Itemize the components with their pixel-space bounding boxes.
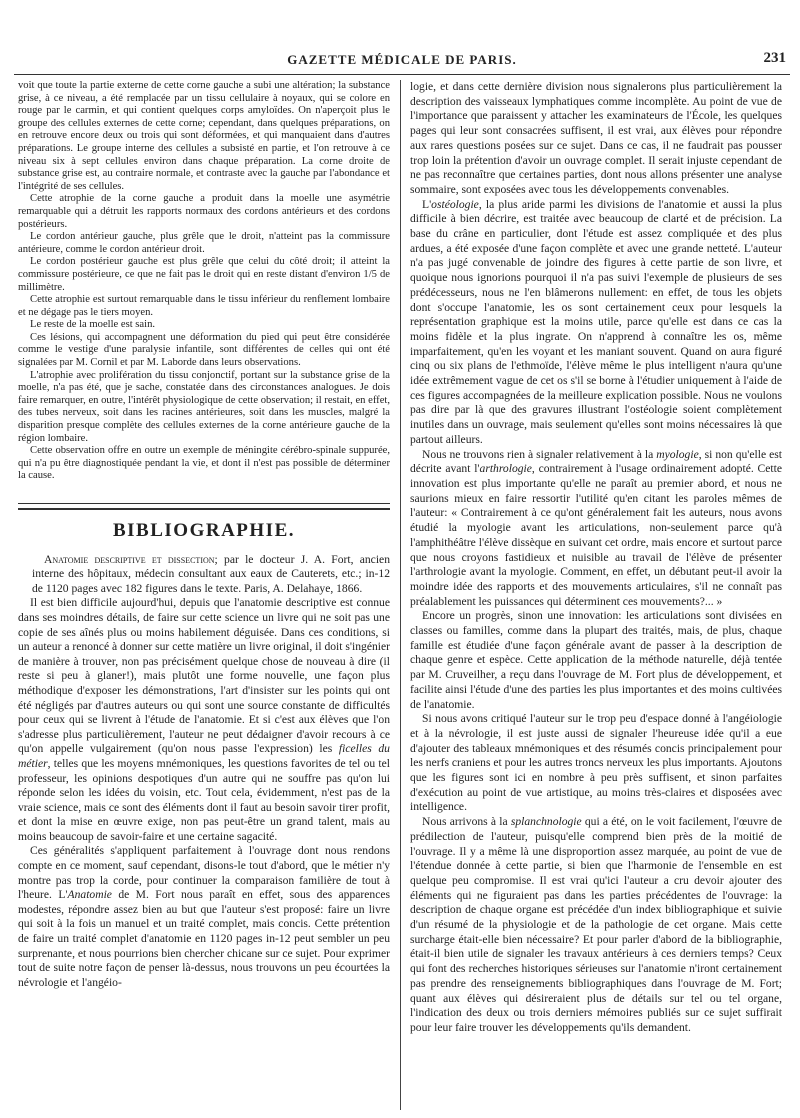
observation-paragraph: Ces lésions, qui accompagnent une déformation du pied qui peut être considérée comme le vestige d'une paralysie infantile, sont différentes de celles qui ont été signalées par M. Cornil et par M. Laborde dans leurs observations. — [18, 331, 390, 369]
review-paragraph — [410, 198, 782, 448]
left-column — [18, 80, 390, 990]
right-column — [410, 80, 782, 1036]
review-text: Ces généralités s'appliquent parfaitement à l'ouvrage dont nous rendons compte en ce moment, sauf cependant, disons-le tout d'abord, que le métier n'y montre pas trop la corde, pour continuer la comparaison familière de tout à l'heure. L' — [18, 844, 390, 902]
review-emphasis: arthrologie — [479, 462, 532, 476]
review-emphasis: ficelles du métier — [18, 742, 390, 770]
page-number: 231 — [763, 50, 786, 66]
review-text: L' — [422, 197, 432, 211]
review-paragraph — [410, 448, 782, 610]
page-header — [14, 44, 790, 75]
review-paragraph — [18, 844, 390, 990]
review-paragraph: Encore un progrès, sinon une innovation: les articulations sont divisées en classes ou familles, comme dans la plupart des traités, mais, de plus, chaque famille est étudiée d'une façon générale avant de passer à la description de chaque genre et espèce. Cette application de la méthode naturelle, déjà tentée par M. Cruveilher, a reçu dans l'ouvrage de M. Fort plus de développement, et facilite ainsi l'étude d'une des parties les plus importantes et des moins cultivées de l'anatomie. — [410, 609, 782, 711]
journal-title: GAZETTE MÉDICALE DE PARIS. — [287, 52, 517, 67]
observation-paragraph: voit que toute la partie externe de cette corne gauche a subi une altération; la substance grise, à ce niveau, a été remplacée par un tissu cellulaire à noyaux, qui se colore en rouge par le carmin, et qui contient quelques corps amyloïdes. On n'aperçoit plus le groupe des cellules externes de cette corne; cependant, dans quelques préparations, on en retrouve encore deux ou trois qui sont déformées, et qui manquaient dans d'autres préparations. Le groupe interne des cellules a subsisté en partie, et l'on retrouve à ce niveau six à sept cellules environ dans chaque préparation. La corne droite de substance grise est, au contraire normale, et contraste avec la gauche par l'abondance et l'intégrité de ses cellules. — [18, 80, 390, 192]
review-text: Il est bien difficile aujourd'hui, depuis que l'anatomie descriptive est connue dans ses moindres détails, de faire sur cette science un livre qui ne soit pas une copie de ses aînés plus ou moins habilement déguisée. Dans ces conditions, si un auteur a renoncé à donner sur cette matière un livre original, il doit s'ingénier de manière à trouver, non pas précisément quelque chose de nouveau à dire (il reste si peu à glaner!), mais plutôt une forme nouvelle, une façon plus méthodique d'exposer les démonstrations, l'art d'insister sur les points qui ont été négligés par d'autres auteurs ou qui sont une source constante de difficultés pour ceux qui se livrent à l'étude de l'anatomie. Et si c'est aux élèves que l'on s'adresse plus particulièrement, l'auteur ne peut dédaigner d'avoir recours à ce qu'on appelle vulgairement (qu'on nous passe l'expression) les — [18, 596, 390, 756]
review-text: de M. Fort nous paraît en effet, sous des apparences modestes, répondre assez bien au but que l'auteur s'est proposé: faire un livre qui soit à la fois un manuel et un traité complet, mais concis. Cette prétention de faire un traité complet d'anatomie en 1120 pages in-12 peut sembler un peu surprenante, et nous pourrions bien chercher chicane sur ce sujet. Pour exprimer tout de suite notre façon de penser là-dessus, nous trouvons un peu écourtées la névrologie et l'angéio- — [18, 888, 390, 989]
observation-paragraph: Cette atrophie est surtout remarquable dans le tissu inférieur du renflement lombaire et ne dégage pas le tiers moyen. — [18, 294, 390, 318]
book-details: par le docteur J. A. Fort, ancien interne des hôpitaux, médecin consultant aux eaux de Cauterets, etc.; in-12 de 1120 pages avec 182 figures dans le texte. Paris, A. Delahaye, 1866. — [32, 552, 390, 595]
column-divider — [400, 80, 401, 1110]
review-paragraph: logie, et dans cette dernière division nous signalerons plus particulièrement la description des vaisseaux lymphatiques comme incomplète. Au point de vue de l'importance que paraissent y attacher les examinateurs de l'École, les quelques pages qui leur sont consacrées suffisent, il est vrai, aux élèves pour répondre aux rares questions posées sur ce sujet. Dans ce cas, il ne faudrait pas pousser trop loin la prétention d'avoir un ouvrage complet. Il serait injuste cependant de ne pas reconnaître que certaines parties, dont nous allons présenter une analyse sommaire, sont exposées avec tous les développements convenables. — [410, 80, 782, 196]
review-paragraph — [18, 596, 390, 844]
review-emphasis: splanchnologie — [510, 815, 582, 829]
observation-paragraph: L'atrophie avec prolifération du tissu conjonctif, portant sur la substance grise de la moelle, n'a pas été, que je sache, constatée dans des circonstances analogues. Je dois faire remarquer, en outre, l'intérêt physiologique de cette observation; il restait, en effet, des tubes nerveux, soit dans les racines antérieures, soit dans les muscles, malgré la disparition presque complète des cellules externes de la corne antérieure gauche de la région lombaire. — [18, 369, 390, 444]
review-text: qui a été, on le voit facilement, l'œuvre de prédilection de l'auteur, puisqu'elle comprend bien près de la moitié de l'ouvrage. Il y a même là une disproportion assez marquée, au point de vue de l'étendue donnée à cette partie, si bien que l'harmonie de l'ensemble en est quelque peu compromise. Il est vrai qu'ici l'auteur a cru devoir ajouter des éléments qui ne figuraient pas dans les parties précédentes de l'ouvrage: la description de chaque organe est précédée d'un index bibliographique et suivie d'un résumé de la physiologie et de la pathologie de cet organe. Mais cette surcharge était-elle bien nécessaire? Et pour parler d'abord de la bibliographie, était-il bien utile de signaler les travaux antérieurs à ces derniers temps? Ceux qui font des recherches historiques sérieuses sur l'anatomie n'iront certainement pas prendre des renseignements bibliographiques dans l'ouvrage de M. Fort; quant aux élèves qui désireraient plus de détails sur tel ou tel organe, l'indication des deux ou trois derniers mémoires publiés sur ce sujet suffirait pour leur faire trouver les développements qu'ils demandent. — [410, 815, 782, 1034]
observation-paragraph: Le cordon postérieur gauche est plus grêle que celui du côté droit; il atteint la commissure postérieure, ce que ne fait pas le droit qui en reste distant d'environ 1/5 de millimètre. — [18, 256, 390, 293]
review-text: Nous ne trouvons rien à signaler relativement à la — [422, 447, 657, 461]
section-separator — [18, 503, 390, 510]
review-text: Nous arrivons à la — [422, 815, 511, 829]
section-title: BIBLIOGRAPHIE. — [112, 520, 295, 541]
observation-paragraph: Le reste de la moelle est sain. — [30, 319, 156, 331]
review-text: , telles que les moyens mnémoniques, les questions favorites de tel ou tel professeur, les opinions despotiques d'un autre qui ne souffre pas qu'on lui réponde selon les idées du voisin, etc. Tout cela, évidemment, n'est pas de la vraie science, mais ce sont des éléments dont il faut au besoin savoir tirer profit, et dont la mise en œuvre exige, non pas peut-être un grand talent, mais au moins beaucoup de savoir-faire et une certaine sagacité. — [18, 756, 390, 843]
observation-text — [18, 80, 390, 483]
review-emphasis: myologie — [656, 447, 699, 461]
review-paragraph — [410, 815, 782, 1036]
review-emphasis: ostéologie — [431, 197, 479, 211]
observation-paragraph: Le cordon antérieur gauche, plus grêle que le droit, n'atteint pas la commissure antérieure, comme le cordon antérieur droit. — [18, 231, 390, 255]
observation-paragraph: Cette atrophie de la corne gauche a produit dans la moelle une asymétrie remarquable qui a détruit les rapports normaux des cordons antérieurs et des cordons postérieurs. — [18, 193, 390, 230]
review-emphasis: Anatomie — [67, 888, 112, 902]
review-text: , contrairement à l'usage ordinairement adopté. Cette innovation est plus importante qu'elle ne paraît au premier abord, et nous ne saurions mieux en faire ressortir l'utilité qu'en citant les paroles mêmes de l'auteur: « Contrairement à ce qu'ont généralement fait les auteurs, nous avons étudié la myologie avant les articulations, non-seulement parce qu'à l'amphithéâtre l'élève dissèque en suivant cet ordre, mais encore et surtout parce que nous croyons fastidieux et nuisible au travail de l'élève de présenter l'arthrologie avant la myologie. Comment, en effet, un débutant peut-il avoir la moindre idée des rapports et des mouvements articulaires, s'il ne connaît pas préalablement les puissances qui déterminent ces mouvements?... » — [410, 462, 782, 608]
observation-paragraph: Cette observation offre en outre un exemple de méningite cérébro-spinale suppurée, qui n'a pu être diagnostiquée pendant la vie, et dont il n'est pas possible de déterminer la cause. — [18, 445, 390, 482]
review-paragraph: Si nous avons critiqué l'auteur sur le trop peu d'espace donné à l'angéiologie et à la névrologie, il est juste aussi de signaler l'heureuse idée qu'il a eue d'ajouter des tableaux mnémoniques et des résumés concis principalement pour les nerfs craniens et pour les autres troncs nerveux les plus importants. Ajoutons que les figures sont ici en nombre à peu près suffisent, et sinon parfaites d'exécution au point de vue artistique, au moins très-claires et disposées avec intelligence. — [410, 712, 782, 814]
book-title: Anatomie descriptive et dissection; — [44, 552, 218, 566]
book-reference — [18, 553, 390, 597]
review-text: , la plus aride parmi les divisions de l'anatomie et aussi la plus difficile à bien décrire, est traitée avec beaucoup de clarté et de précision. La base du crâne en particulier, dont l'étude est assez compliquée et des plus ardues, a été exposée d'une façon complète et avec une grande netteté. L'auteur n'a pas jugé convenable de joindre des figures à cette partie de son livre, et quoique nous ignorions pourquoi il n'a pas suivi l'exemple de plusieurs de ses prédécesseurs, nous ne l'en blâmerons nullement: en effet, de tous les objets dont s'occupe l'anatomie, les os sont certainement ceux pour lesquels la représentation graphique est la moins utile, parce qu'elle est dans ce cas la moins fidèle et la plus ingrate. On n'apprend à connaître les os, même imparfaitement, qu'en les voyant et les maniant souvent. Quand on aura figuré cinq ou six plans de l'ethmoïde, l'élève même le plus intelligent n'aura qu'une idée extrêmement vague de cet os s'il se borne à l'étudier uniquement à l'aide de ces figures accompagnées de la meilleure explication possible. Nous ne voulons pas dire par là que des gravures illustrant l'ostéologie soient complètement inutiles dans un ouvrage, mais seulement qu'elles sont moins nécessaires là que partout ailleurs. — [410, 197, 782, 446]
journal-page — [14, 44, 790, 1110]
review-text: , si non qu'elle est décrite avant l' — [410, 447, 782, 476]
